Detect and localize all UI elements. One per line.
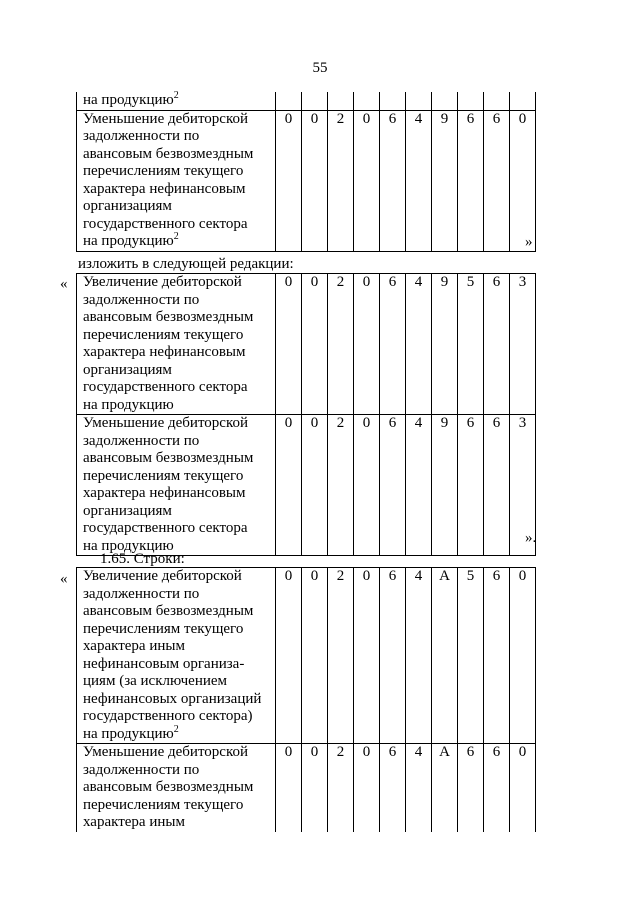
code-digit: 2 [328, 415, 354, 556]
row-label-line: задолженности по [83, 128, 200, 144]
code-digit: 4 [406, 274, 432, 415]
edit-instruction: изложить в следующей редакции: [78, 256, 294, 272]
row-label [77, 92, 276, 110]
row-label [77, 274, 276, 415]
code-digit: 6 [458, 110, 484, 251]
row-label [77, 415, 276, 556]
row-label-line: задолженности по [83, 432, 200, 449]
row-label-line: авансовым безвозмездным [83, 603, 254, 619]
row-label-line: Уменьшение дебиторской [83, 744, 249, 760]
code-digit: 2 [328, 274, 354, 415]
table-block-1 [76, 92, 536, 252]
row-label-line: организациям [83, 502, 172, 519]
code-digit: 0 [354, 415, 380, 556]
table-block-2 [76, 273, 536, 556]
row-label-line: Увеличение дебиторской [83, 568, 242, 584]
code-digit [406, 92, 432, 110]
row-label-line: Увеличение дебиторской [83, 274, 242, 290]
code-digit: 0 [510, 568, 536, 744]
row-label [77, 744, 276, 832]
row-label-line: характера нефинансовым [83, 344, 246, 360]
code-digit: 4 [406, 568, 432, 744]
row-label-line: организациям [83, 198, 172, 214]
code-digit [380, 92, 406, 110]
row-label-line: авансовым безвозмездным [83, 779, 254, 795]
table-row [77, 274, 536, 415]
row-label-line: нефинансовых организаций [83, 690, 262, 707]
code-digit: 0 [354, 110, 380, 251]
code-digit: 0 [276, 415, 302, 556]
code-digit: 9 [432, 274, 458, 415]
code-digit: 0 [276, 274, 302, 415]
row-label [77, 110, 276, 251]
code-digit: 0 [302, 110, 328, 251]
footnote-marker: 2 [173, 90, 179, 101]
row-label-line: характера нефинансовым [83, 485, 246, 501]
code-digit: 6 [484, 744, 510, 832]
code-digit: 4 [406, 415, 432, 556]
row-label-line: государственного сектора [83, 379, 248, 395]
code-digit [302, 92, 328, 110]
row-label-line: авансовым безвозмездным [83, 450, 254, 466]
code-digit: 2 [328, 744, 354, 832]
row-label-line: перечислениям текущего [83, 796, 244, 813]
table-row [77, 744, 536, 832]
code-digit [432, 92, 458, 110]
row-label-line: государственного сектора [83, 520, 248, 536]
code-digit: 0 [276, 568, 302, 744]
row-label-line: авансовым безвозмездным [83, 309, 254, 325]
closing-quote: ». [525, 530, 537, 546]
row-label-line: характера нефинансовым [83, 180, 246, 197]
row-label-line: задолженности по [83, 761, 200, 778]
code-digit: 0 [302, 568, 328, 744]
code-digit: 2 [328, 568, 354, 744]
code-digit [276, 92, 302, 110]
row-label [77, 568, 276, 744]
table-row [77, 568, 536, 744]
code-digit: 0 [354, 568, 380, 744]
code-digit: 6 [380, 415, 406, 556]
opening-quote: « [60, 571, 68, 587]
table-row [77, 92, 536, 110]
code-digit [510, 92, 536, 110]
row-label-line: организациям [83, 361, 172, 378]
row-label-line: перечислениям текущего [83, 467, 244, 484]
row-label-line: на продукцию$^2$ [83, 90, 179, 108]
code-digit: 0 [354, 274, 380, 415]
table-row [77, 415, 536, 556]
row-label-line: на продукцию$^2$ [83, 723, 179, 742]
row-label-line: задолженности по [83, 585, 200, 602]
row-label-line: государственного сектора) [83, 708, 253, 724]
row-label-line: на продукцию$^2$ [83, 231, 179, 249]
row-label-line: задолженности по [83, 291, 200, 308]
code-digit: 6 [380, 744, 406, 832]
page-number: 55 [312, 60, 328, 76]
row-label-line: характера иным [83, 814, 185, 830]
code-digit: 9 [432, 110, 458, 251]
code-digit: 6 [484, 274, 510, 415]
code-digit: 0 [302, 274, 328, 415]
row-label-line: Уменьшение дебиторской [83, 110, 249, 127]
table-block-3 [76, 567, 536, 832]
section-heading: 1.65. Строки: [100, 551, 185, 567]
table-row [77, 110, 536, 251]
code-digit: А [432, 568, 458, 744]
row-label-line: перечислениям текущего [83, 620, 244, 637]
code-digit: 0 [302, 744, 328, 832]
code-digit: 6 [380, 110, 406, 251]
code-digit: 9 [432, 415, 458, 556]
code-digit: 6 [484, 110, 510, 251]
code-digit: 6 [380, 568, 406, 744]
code-digit [328, 92, 354, 110]
code-digit: 6 [380, 274, 406, 415]
row-label-line: циям (за исключением [83, 673, 228, 689]
code-digit: 0 [510, 110, 536, 251]
code-digit [354, 92, 380, 110]
row-label-line: на продукцию [83, 396, 174, 413]
row-label-line: государственного сектора [83, 215, 248, 232]
opening-quote: « [60, 276, 68, 292]
row-label-line: авансовым безвозмездным [83, 145, 254, 162]
code-digit: 5 [458, 568, 484, 744]
code-digit: 6 [484, 415, 510, 556]
code-digit: 6 [484, 568, 510, 744]
code-digit: 0 [302, 415, 328, 556]
code-digit: 0 [276, 744, 302, 832]
row-label-line: перечислениям текущего [83, 163, 244, 179]
code-digit [484, 92, 510, 110]
code-digit: А [432, 744, 458, 832]
code-digit: 2 [328, 110, 354, 251]
row-label-line: характера иным [83, 638, 185, 654]
code-digit: 0 [276, 110, 302, 251]
code-digit: 0 [354, 744, 380, 832]
code-digit: 6 [458, 415, 484, 556]
row-label-line: Уменьшение дебиторской [83, 415, 249, 431]
row-label-line: на продукцию [83, 537, 174, 554]
row-label-line: перечислениям текущего [83, 326, 244, 343]
closing-quote: » [525, 234, 533, 250]
footnote-marker: 2 [173, 231, 179, 242]
row-label-line: нефинансовым организа- [83, 655, 245, 672]
code-digit [458, 92, 484, 110]
code-digit: 0 [510, 744, 536, 832]
footnote-marker: 2 [173, 723, 179, 735]
code-digit: 4 [406, 744, 432, 832]
code-digit: 4 [406, 110, 432, 251]
code-digit: 5 [458, 274, 484, 415]
code-digit: 3 [510, 415, 536, 556]
code-digit: 6 [458, 744, 484, 832]
code-digit: 3 [510, 274, 536, 415]
